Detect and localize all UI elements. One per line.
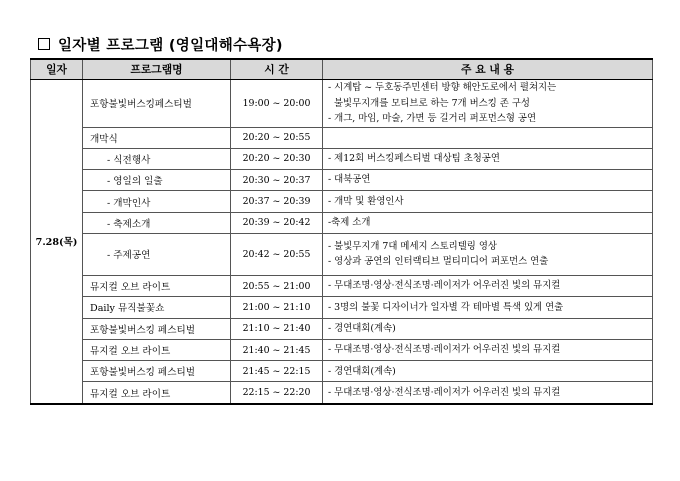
content-cell — [323, 318, 653, 339]
table-row — [31, 148, 653, 169]
content-cell — [323, 382, 653, 404]
program-cell: 개막식 — [83, 127, 231, 148]
content-line: - 불빛무지개 7대 메세지 스토리텔링 영상 — [328, 240, 497, 252]
time-cell: 19:00 ~ 20:00 — [231, 80, 323, 128]
content-cell — [323, 212, 653, 233]
time-cell: 21:10 ~ 21:40 — [231, 318, 323, 339]
time-cell: 21:45 ~ 22:15 — [231, 361, 323, 382]
content-line: - 영상과 공연의 인터랙티브 멀티미디어 퍼포먼스 연출 — [328, 256, 549, 268]
program-table — [30, 58, 653, 405]
content-line: - 3명의 불꽃 디자이너가 일자별 각 테마별 특색 있게 연출 — [328, 301, 564, 313]
time-cell: 22:15 ~ 22:20 — [231, 382, 323, 404]
table-row — [31, 233, 653, 275]
time-cell: 20:30 ~ 20:37 — [231, 170, 323, 191]
content-line: - 경연대회(계속) — [328, 365, 396, 377]
program-cell: 포항불빛버스킹페스티벌 — [83, 80, 231, 128]
table-row — [31, 318, 653, 339]
content-line: -축제 소개 — [328, 217, 371, 229]
table-row — [31, 339, 653, 360]
program-cell: - 식전행사 — [83, 148, 231, 169]
time-cell: 21:00 ~ 21:10 — [231, 297, 323, 318]
table-row — [31, 297, 653, 318]
date-cell: 7.28(목) — [31, 80, 83, 404]
content-cell — [323, 127, 653, 148]
table-row — [31, 191, 653, 212]
content-cell — [323, 233, 653, 275]
content-line: - 개그, 마임, 마술, 가면 등 길거리 퍼포먼스형 공연 — [328, 113, 537, 124]
table-row — [31, 127, 653, 148]
content-cell — [323, 297, 653, 318]
time-cell: 20:39 ~ 20:42 — [231, 212, 323, 233]
program-cell: Daily 뮤직불꽃쇼 — [83, 297, 231, 318]
content-cell — [323, 361, 653, 382]
content-line: - 경연대회(계속) — [328, 322, 396, 334]
section-title — [38, 34, 283, 54]
program-cell: 뮤지컬 오브 라이트 — [83, 275, 231, 296]
header-program: 프로그램명 — [83, 59, 231, 80]
program-cell: - 영일의 일출 — [83, 170, 231, 191]
content-line: - 대북공연 — [328, 174, 371, 186]
program-cell: 포항불빛버스킹 페스티벌 — [83, 361, 231, 382]
program-cell: - 개막인사 — [83, 191, 231, 212]
checkbox-square-icon — [38, 38, 50, 50]
content-line: - 무대조명·영상·전식조명·레이저가 어우러진 빛의 뮤지컬 — [328, 344, 561, 356]
time-cell: 20:37 ~ 20:39 — [231, 191, 323, 212]
table-row — [31, 80, 653, 128]
content-line: - 무대조명·영상·전식조명·레이저가 어우러진 빛의 뮤지컬 — [328, 386, 561, 398]
table-row — [31, 275, 653, 296]
content-line: 불빛무지개를 모티브로 하는 7개 버스킹 존 구성 — [328, 97, 530, 109]
header-date: 일자 — [31, 59, 83, 80]
table-row — [31, 382, 653, 404]
content-cell — [323, 339, 653, 360]
time-cell: 20:42 ~ 20:55 — [231, 233, 323, 275]
table-row — [31, 361, 653, 382]
program-cell: - 주제공연 — [83, 233, 231, 275]
table-header-row — [31, 59, 653, 80]
content-line: - 시계탑 ~ 두호동주민센터 방향 해안도로에서 펼쳐지는 — [328, 82, 557, 93]
content-cell — [323, 170, 653, 191]
content-line: - 무대조명·영상·전식조명·레이저가 어우러진 빛의 뮤지컬 — [328, 280, 561, 292]
program-cell: 뮤지컬 오브 라이트 — [83, 339, 231, 360]
content-cell — [323, 80, 653, 128]
time-cell: 21:40 ~ 21:45 — [231, 339, 323, 360]
program-cell: 포항불빛버스킹 페스티벌 — [83, 318, 231, 339]
content-cell — [323, 275, 653, 296]
content-line: - 제12회 버스킹페스티벌 대상팀 초청공연 — [328, 153, 500, 165]
title-text: 일자별 프로그램 (영일대해수욕장) — [58, 37, 283, 54]
table-body — [31, 80, 653, 404]
header-time: 시 간 — [231, 59, 323, 80]
content-cell — [323, 148, 653, 169]
header-content: 주 요 내 용 — [323, 59, 653, 80]
program-cell: - 축제소개 — [83, 212, 231, 233]
program-cell: 뮤지컬 오브 라이트 — [83, 382, 231, 404]
time-cell: 20:20 ~ 20:30 — [231, 148, 323, 169]
time-cell: 20:55 ~ 21:00 — [231, 275, 323, 296]
content-line: - 개막 및 환영인사 — [328, 195, 404, 207]
table-row — [31, 212, 653, 233]
content-cell — [323, 191, 653, 212]
time-cell: 20:20 ~ 20:55 — [231, 127, 323, 148]
table-row — [31, 170, 653, 191]
